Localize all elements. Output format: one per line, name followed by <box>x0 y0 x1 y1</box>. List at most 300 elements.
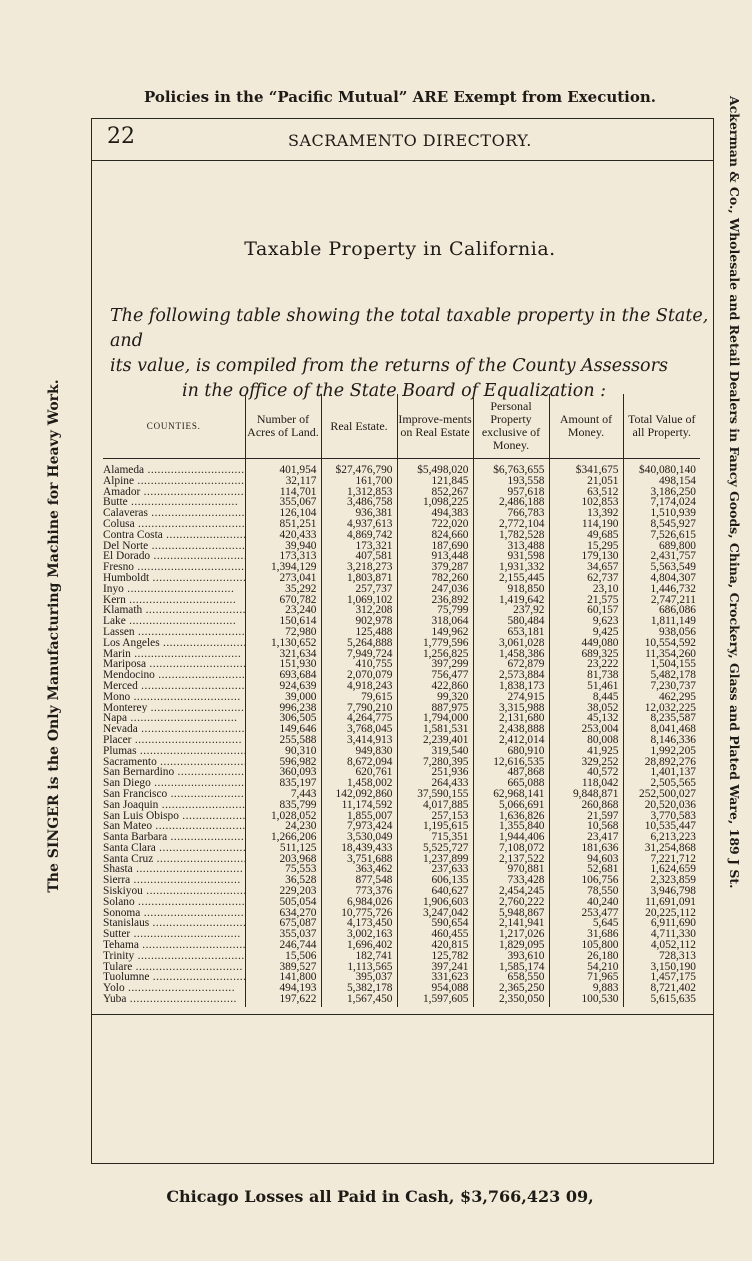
improvements-cell: 125,782 <box>397 951 473 962</box>
county-name <box>103 897 245 908</box>
county-name-text: Merced ..... <box>103 681 245 692</box>
county-name <box>103 918 245 929</box>
table-row <box>103 929 700 940</box>
county-name-text: Placer ..... <box>103 735 242 746</box>
county-name-text: San Mateo ..... <box>103 821 245 832</box>
money-cell: 9,883 <box>549 983 623 994</box>
table-row <box>103 886 700 897</box>
personal-property-cell: 2,137,522 <box>473 854 549 865</box>
acres-cell: 72,980 <box>245 627 321 638</box>
acres-cell: 670,782 <box>245 595 321 606</box>
personal-property-cell: 393,610 <box>473 951 549 962</box>
money-cell: 71,965 <box>549 972 623 983</box>
total-value-cell: 7,526,615 <box>623 530 700 541</box>
total-value-cell: 7,230,737 <box>623 681 700 692</box>
table-row <box>103 983 700 994</box>
county-name-text: Sierra ..... <box>103 875 241 886</box>
acres-cell: 1,130,652 <box>245 638 321 649</box>
personal-property-cell: 274,915 <box>473 692 549 703</box>
personal-property-cell: 2,486,188 <box>473 497 549 508</box>
acres-cell: 151,930 <box>245 659 321 670</box>
real-estate-cell: 4,918,243 <box>321 681 397 692</box>
improvements-cell: 236,892 <box>397 595 473 606</box>
money-cell: 49,685 <box>549 530 623 541</box>
real-estate-cell: 1,458,002 <box>321 778 397 789</box>
improvements-cell: 782,260 <box>397 573 473 584</box>
county-name <box>103 757 245 768</box>
money-cell: 5,645 <box>549 918 623 929</box>
county-name <box>103 703 245 714</box>
county-name <box>103 595 245 606</box>
county-name <box>103 800 245 811</box>
personal-property-cell: 62,968,141 <box>473 789 549 800</box>
money-cell: 118,042 <box>549 778 623 789</box>
total-value-cell: 2,323,859 <box>623 875 700 886</box>
money-cell: 181,636 <box>549 843 623 854</box>
personal-property-cell: 2,438,888 <box>473 724 549 735</box>
improvements-cell: 121,845 <box>397 476 473 487</box>
improvements-cell: 852,267 <box>397 487 473 498</box>
county-name-text: Calaveras ..... <box>103 508 245 519</box>
table-row <box>103 735 700 746</box>
personal-property-cell: 672,879 <box>473 659 549 670</box>
money-cell: 34,657 <box>549 562 623 573</box>
acres-cell: 126,104 <box>245 508 321 519</box>
real-estate-cell: 8,672,094 <box>321 757 397 768</box>
county-name-text: San Joaquin ..... <box>103 800 245 811</box>
total-value-cell: 31,254,868 <box>623 843 700 854</box>
money-cell: 9,623 <box>549 616 623 627</box>
real-estate-cell: 4,869,742 <box>321 530 397 541</box>
total-value-cell: 7,221,712 <box>623 854 700 865</box>
total-value-cell: 12,032,225 <box>623 703 700 714</box>
total-value-cell: 28,892,276 <box>623 757 700 768</box>
personal-property-cell: 658,550 <box>473 972 549 983</box>
improvements-cell: 460,455 <box>397 929 473 940</box>
table-row <box>103 724 700 735</box>
column-header-real-estate: Real Estate. <box>321 394 397 459</box>
money-cell: 60,157 <box>549 605 623 616</box>
real-estate-cell: 410,755 <box>321 659 397 670</box>
personal-property-cell: 2,454,245 <box>473 886 549 897</box>
table-row <box>103 562 700 573</box>
total-value-cell: 938,056 <box>623 627 700 638</box>
total-value-cell: 5,563,549 <box>623 562 700 573</box>
county-name <box>103 670 245 681</box>
table-row <box>103 757 700 768</box>
improvements-cell: 3,247,042 <box>397 908 473 919</box>
real-estate-cell: 11,174,592 <box>321 800 397 811</box>
real-estate-cell: 5,382,178 <box>321 983 397 994</box>
real-estate-cell: 1,567,450 <box>321 994 397 1007</box>
county-name <box>103 627 245 638</box>
improvements-cell: 257,153 <box>397 811 473 822</box>
money-cell: 21,575 <box>549 595 623 606</box>
county-name <box>103 605 245 616</box>
money-cell: 78,550 <box>549 886 623 897</box>
real-estate-cell: 18,439,433 <box>321 843 397 854</box>
total-value-cell: 2,505,565 <box>623 778 700 789</box>
money-cell: 260,868 <box>549 800 623 811</box>
personal-property-cell: 1,838,173 <box>473 681 549 692</box>
personal-property-cell: 5,066,691 <box>473 800 549 811</box>
personal-property-cell: 3,061,028 <box>473 638 549 649</box>
personal-property-cell: 313,488 <box>473 541 549 552</box>
county-name-text: Klamath ..... <box>103 605 245 616</box>
table-row <box>103 972 700 983</box>
real-estate-cell: 4,937,613 <box>321 519 397 530</box>
real-estate-cell: 363,462 <box>321 864 397 875</box>
table-row <box>103 703 700 714</box>
table-row <box>103 800 700 811</box>
acres-cell: 596,982 <box>245 757 321 768</box>
personal-property-cell: 957,618 <box>473 487 549 498</box>
column-header-improvements: Improve-ments on Real Estate <box>397 394 473 459</box>
county-name-text: Plumas ..... <box>103 746 245 757</box>
county-name-text: Trinity ..... <box>103 951 245 962</box>
total-value-cell: 1,446,732 <box>623 584 700 595</box>
acres-cell: 835,799 <box>245 800 321 811</box>
total-value-cell: 20,520,036 <box>623 800 700 811</box>
real-estate-cell: 1,696,402 <box>321 940 397 951</box>
acres-cell: 150,614 <box>245 616 321 627</box>
total-value-cell: $40,080,140 <box>623 459 700 476</box>
total-value-cell: 1,510,939 <box>623 508 700 519</box>
acres-cell: 1,266,206 <box>245 832 321 843</box>
real-estate-cell: 3,768,045 <box>321 724 397 735</box>
improvements-cell: 237,633 <box>397 864 473 875</box>
total-value-cell: 3,186,250 <box>623 487 700 498</box>
improvements-cell: 318,064 <box>397 616 473 627</box>
money-cell: 54,210 <box>549 962 623 973</box>
personal-property-cell: 2,573,884 <box>473 670 549 681</box>
total-value-cell: 462,295 <box>623 692 700 703</box>
personal-property-cell: 970,881 <box>473 864 549 875</box>
acres-cell: 420,433 <box>245 530 321 541</box>
county-name <box>103 459 245 476</box>
acres-cell: 360,093 <box>245 767 321 778</box>
total-value-cell: 4,711,330 <box>623 929 700 940</box>
acres-cell: 36,528 <box>245 875 321 886</box>
improvements-cell: 1,597,605 <box>397 994 473 1007</box>
total-value-cell: 1,401,137 <box>623 767 700 778</box>
county-name-text: El Dorado ..... <box>103 551 245 562</box>
county-name-text: Kern ..... <box>103 595 236 606</box>
table-row <box>103 459 700 476</box>
county-name-text: Tulare ..... <box>103 962 243 973</box>
money-cell: 105,800 <box>549 940 623 951</box>
total-value-cell: 20,225,112 <box>623 908 700 919</box>
county-name-text: Solano ..... <box>103 897 245 908</box>
acres-cell: 306,505 <box>245 713 321 724</box>
county-name <box>103 994 245 1007</box>
improvements-cell: 756,477 <box>397 670 473 681</box>
table-row <box>103 519 700 530</box>
personal-property-cell: 3,315,988 <box>473 703 549 714</box>
taxable-property-table <box>103 394 700 1007</box>
acres-cell: 996,238 <box>245 703 321 714</box>
table-row <box>103 649 700 660</box>
personal-property-cell: 733,428 <box>473 875 549 886</box>
county-name <box>103 735 245 746</box>
intro-paragraph <box>110 304 710 404</box>
acres-cell: 511,125 <box>245 843 321 854</box>
bottom-advertisement: Chicago Losses all Paid in Cash, $3,766,423 09, <box>166 1187 594 1206</box>
real-estate-cell: 2,070,079 <box>321 670 397 681</box>
acres-cell: 401,954 <box>245 459 321 476</box>
table-row <box>103 605 700 616</box>
total-value-cell: 10,554,592 <box>623 638 700 649</box>
personal-property-cell: 2,760,222 <box>473 897 549 908</box>
county-name-text: Santa Cruz ..... <box>103 854 245 865</box>
intro-line-1: The following table showing the total taxable property in the State, and <box>110 306 709 351</box>
table-row <box>103 497 700 508</box>
county-name-text: Del Norte ..... <box>103 541 245 552</box>
improvements-cell: 722,020 <box>397 519 473 530</box>
money-cell: 80,008 <box>549 735 623 746</box>
county-name-text: Colusa ..... <box>103 519 245 530</box>
county-name <box>103 541 245 552</box>
table-row <box>103 951 700 962</box>
county-name-text: Contra Costa ..... <box>103 530 245 541</box>
county-name-text: Mendocino ..... <box>103 670 245 681</box>
county-name-text: Marin ..... <box>103 649 241 660</box>
acres-cell: 15,506 <box>245 951 321 962</box>
county-name-text: Lassen ..... <box>103 627 245 638</box>
personal-property-cell: 2,350,050 <box>473 994 549 1007</box>
real-estate-cell: 3,486,758 <box>321 497 397 508</box>
money-cell: 13,392 <box>549 508 623 519</box>
money-cell: 41,925 <box>549 746 623 757</box>
total-value-cell: 11,691,091 <box>623 897 700 908</box>
acres-cell: 246,744 <box>245 940 321 951</box>
county-name <box>103 951 245 962</box>
page-number: 22 <box>107 124 135 149</box>
total-value-cell: 3,946,798 <box>623 886 700 897</box>
table-row <box>103 843 700 854</box>
table-row <box>103 767 700 778</box>
real-estate-cell: 1,803,871 <box>321 573 397 584</box>
improvements-cell: 420,815 <box>397 940 473 951</box>
county-name-text: Fresno ..... <box>103 562 245 573</box>
acres-cell: 924,639 <box>245 681 321 692</box>
personal-property-cell: 1,585,174 <box>473 962 549 973</box>
improvements-cell: 1,581,531 <box>397 724 473 735</box>
real-estate-cell: 3,002,163 <box>321 929 397 940</box>
personal-property-cell: 12,616,535 <box>473 757 549 768</box>
money-cell: 114,190 <box>549 519 623 530</box>
county-name <box>103 886 245 897</box>
improvements-cell: 913,448 <box>397 551 473 562</box>
table-row <box>103 789 700 800</box>
real-estate-cell: 312,208 <box>321 605 397 616</box>
acres-cell: 32,117 <box>245 476 321 487</box>
total-value-cell: 8,721,402 <box>623 983 700 994</box>
table-row <box>103 918 700 929</box>
table-row <box>103 551 700 562</box>
total-value-cell: 6,213,223 <box>623 832 700 843</box>
personal-property-cell: 2,155,445 <box>473 573 549 584</box>
personal-property-cell: 2,772,104 <box>473 519 549 530</box>
money-cell: 15,295 <box>549 541 623 552</box>
acres-cell: 197,622 <box>245 994 321 1007</box>
money-cell: 100,530 <box>549 994 623 1007</box>
personal-property-cell: 1,217,026 <box>473 929 549 940</box>
total-value-cell: 1,624,659 <box>623 864 700 875</box>
improvements-cell: 1,256,825 <box>397 649 473 660</box>
acres-cell: 321,634 <box>245 649 321 660</box>
improvements-cell: 1,237,899 <box>397 854 473 865</box>
money-cell: 179,130 <box>549 551 623 562</box>
improvements-cell: 7,280,395 <box>397 757 473 768</box>
improvements-cell: 1,794,000 <box>397 713 473 724</box>
acres-cell: 149,646 <box>245 724 321 735</box>
county-name-text: Santa Barbara ..... <box>103 832 245 843</box>
real-estate-cell: 6,984,026 <box>321 897 397 908</box>
personal-property-cell: 653,181 <box>473 627 549 638</box>
county-name-text: Lake ..... <box>103 616 236 627</box>
money-cell: 10,568 <box>549 821 623 832</box>
real-estate-cell: 142,092,860 <box>321 789 397 800</box>
acres-cell: 693,684 <box>245 670 321 681</box>
county-name-text: Inyo ..... <box>103 584 234 595</box>
real-estate-cell: 182,741 <box>321 951 397 962</box>
county-name-text: Amador ..... <box>103 487 245 498</box>
table-row <box>103 476 700 487</box>
acres-cell: 114,701 <box>245 487 321 498</box>
running-head: SACRAMENTO DIRECTORY. <box>288 131 532 150</box>
county-name-text: Santa Clara ..... <box>103 843 245 854</box>
improvements-cell: 715,351 <box>397 832 473 843</box>
acres-cell: 1,394,129 <box>245 562 321 573</box>
money-cell: 94,603 <box>549 854 623 865</box>
acres-cell: 355,067 <box>245 497 321 508</box>
money-cell: 40,240 <box>549 897 623 908</box>
county-name <box>103 562 245 573</box>
total-value-cell: 8,545,927 <box>623 519 700 530</box>
county-name <box>103 983 245 994</box>
table-row <box>103 692 700 703</box>
personal-property-cell: $6,763,655 <box>473 459 549 476</box>
personal-property-cell: 5,948,867 <box>473 908 549 919</box>
personal-property-cell: 1,931,332 <box>473 562 549 573</box>
table-row <box>103 821 700 832</box>
total-value-cell: 1,811,149 <box>623 616 700 627</box>
money-cell: 23,417 <box>549 832 623 843</box>
table-row <box>103 659 700 670</box>
acres-cell: 675,087 <box>245 918 321 929</box>
county-name <box>103 778 245 789</box>
personal-property-cell: 918,850 <box>473 584 549 595</box>
real-estate-cell: 407,581 <box>321 551 397 562</box>
real-estate-cell: 3,218,273 <box>321 562 397 573</box>
county-name-text: Humboldt ..... <box>103 573 245 584</box>
total-value-cell: 10,535,447 <box>623 821 700 832</box>
acres-cell: 229,203 <box>245 886 321 897</box>
improvements-cell: 379,287 <box>397 562 473 573</box>
personal-property-cell: 237,92 <box>473 605 549 616</box>
real-estate-cell: 395,037 <box>321 972 397 983</box>
money-cell: 102,853 <box>549 497 623 508</box>
table-row <box>103 627 700 638</box>
total-value-cell: 5,482,178 <box>623 670 700 681</box>
real-estate-cell: $27,476,790 <box>321 459 397 476</box>
money-cell: 329,252 <box>549 757 623 768</box>
table-row <box>103 908 700 919</box>
improvements-cell: 2,239,401 <box>397 735 473 746</box>
table-row <box>103 638 700 649</box>
table-row <box>103 573 700 584</box>
county-name <box>103 832 245 843</box>
county-name-text: Sacramento ..... <box>103 757 245 768</box>
county-name <box>103 681 245 692</box>
acres-cell: 203,968 <box>245 854 321 865</box>
real-estate-cell: 936,381 <box>321 508 397 519</box>
real-estate-cell: 7,973,424 <box>321 821 397 832</box>
county-name-text: Monterey ..... <box>103 703 245 714</box>
personal-property-cell: 2,131,680 <box>473 713 549 724</box>
personal-property-cell: 2,365,250 <box>473 983 549 994</box>
acres-cell: 494,193 <box>245 983 321 994</box>
county-name <box>103 811 245 822</box>
table-row <box>103 940 700 951</box>
money-cell: 62,737 <box>549 573 623 584</box>
county-name-text: Butte ..... <box>103 497 238 508</box>
improvements-cell: 1,195,615 <box>397 821 473 832</box>
total-value-cell: 3,770,583 <box>623 811 700 822</box>
real-estate-cell: 4,264,775 <box>321 713 397 724</box>
improvements-cell: 422,860 <box>397 681 473 692</box>
county-name-text: Mono ..... <box>103 692 241 703</box>
column-header-acres: Number of Acres of Land. <box>245 394 321 459</box>
acres-cell: 39,000 <box>245 692 321 703</box>
money-cell: 253,477 <box>549 908 623 919</box>
improvements-cell: 4,017,885 <box>397 800 473 811</box>
money-cell: 52,681 <box>549 864 623 875</box>
money-cell: 23,10 <box>549 584 623 595</box>
improvements-cell: 640,627 <box>397 886 473 897</box>
total-value-cell: 5,615,635 <box>623 994 700 1007</box>
column-header-money: Amount of Money. <box>549 394 623 459</box>
improvements-cell: 824,660 <box>397 530 473 541</box>
total-value-cell: 686,086 <box>623 605 700 616</box>
county-name <box>103 508 245 519</box>
improvements-cell: $5,498,020 <box>397 459 473 476</box>
county-name-text: San Bernardino ..... <box>103 767 245 778</box>
total-value-cell: 498,154 <box>623 476 700 487</box>
county-name <box>103 692 245 703</box>
money-cell: 23,222 <box>549 659 623 670</box>
county-name <box>103 767 245 778</box>
total-value-cell: 252,500,027 <box>623 789 700 800</box>
money-cell: 449,080 <box>549 638 623 649</box>
improvements-cell: 149,962 <box>397 627 473 638</box>
improvements-cell: 5,525,727 <box>397 843 473 854</box>
county-name-text: Siskiyou ..... <box>103 886 245 897</box>
improvements-cell: 331,623 <box>397 972 473 983</box>
improvements-cell: 494,383 <box>397 508 473 519</box>
improvements-cell: 590,654 <box>397 918 473 929</box>
personal-property-cell: 2,141,941 <box>473 918 549 929</box>
real-estate-cell: 125,488 <box>321 627 397 638</box>
money-cell: 31,686 <box>549 929 623 940</box>
county-name <box>103 864 245 875</box>
personal-property-cell: 931,598 <box>473 551 549 562</box>
county-name <box>103 487 245 498</box>
improvements-cell: 606,135 <box>397 875 473 886</box>
money-cell: 9,425 <box>549 627 623 638</box>
improvements-cell: 247,036 <box>397 584 473 595</box>
